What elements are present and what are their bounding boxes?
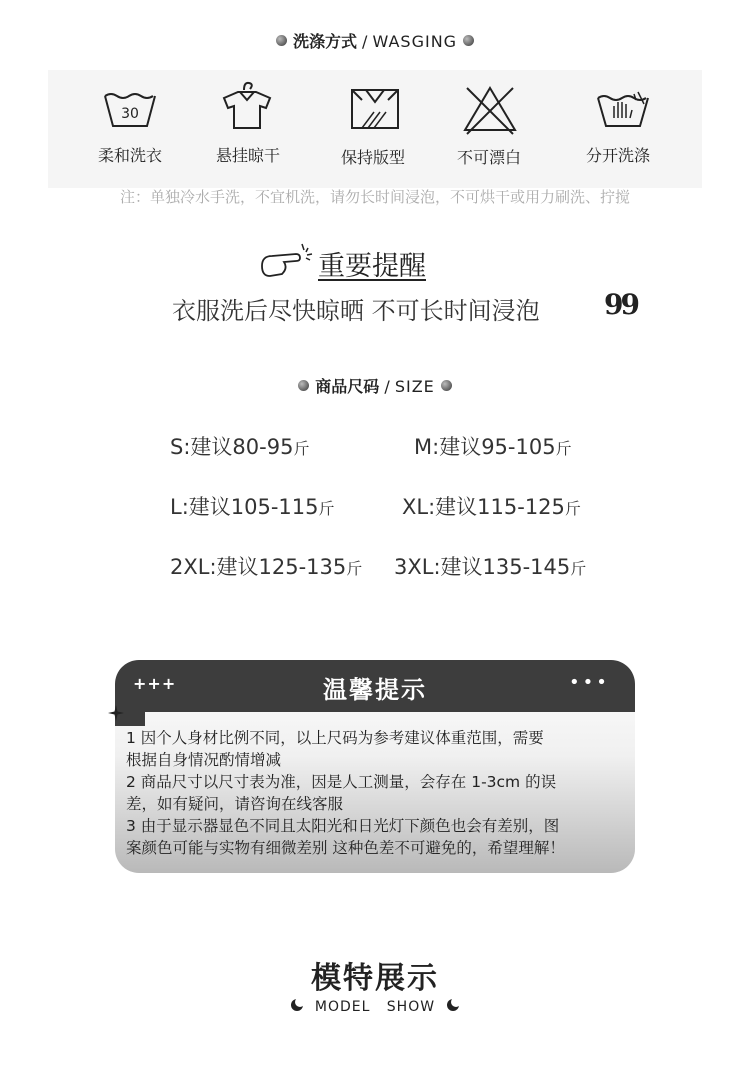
model-sub-left: MODEL xyxy=(314,999,371,1015)
wash-label-no-bleach: 不可漂白 xyxy=(456,148,521,167)
wash-label-separate: 分开洗涤 xyxy=(585,146,650,165)
moon-icon xyxy=(447,999,459,1011)
bullet-icon xyxy=(463,35,474,46)
washing-title-en: WASGING xyxy=(372,32,458,51)
tip-line: 根据自身情况酌情增减 xyxy=(126,751,282,769)
moon-icon xyxy=(291,999,303,1011)
wash-label-gentle: 柔和洗衣 xyxy=(97,146,162,165)
hang-dry-shirt-icon xyxy=(218,80,276,132)
no-bleach-icon xyxy=(461,84,519,136)
model-sub-right: SHOW xyxy=(386,999,436,1015)
bullet-icon xyxy=(441,380,452,391)
pointing-hand-icon xyxy=(258,240,316,280)
size-3xl: 3XL:建议135-145斤 xyxy=(394,555,587,579)
wash-label-hang-dry: 悬挂晾干 xyxy=(215,146,280,165)
tip-line: 3 由于显示器显色不同且太阳光和日光灯下颜色也会有差别，图 xyxy=(126,817,560,835)
size-xl: XL:建议115-125斤 xyxy=(402,495,581,519)
size-m: M:建议95-105斤 xyxy=(414,435,572,459)
size-section-title xyxy=(0,374,750,397)
reminder-text: 衣服洗后尽快晾晒 不可长时间浸泡 xyxy=(172,297,540,325)
model-show-title: 模特展示 xyxy=(311,961,439,996)
wash-label-keep-shape: 保持版型 xyxy=(340,148,405,167)
bullet-icon xyxy=(298,380,309,391)
sparkle-icon xyxy=(108,705,124,721)
title-separator: / xyxy=(362,32,368,51)
wash-temp: 30 xyxy=(121,106,139,122)
plus-decoration: +++ xyxy=(133,674,177,693)
reminder-title: 重要提醒 xyxy=(318,251,426,282)
more-dots-icon: ••• xyxy=(569,672,610,693)
warm-tips-title: 温馨提示 xyxy=(323,676,427,704)
keep-shape-shirt-icon xyxy=(346,86,404,138)
washing-note: 注：单独冷水手洗，不宜机洗，请勿长时间浸泡，不可烘干或用力刷洗、拧搅 xyxy=(119,188,630,206)
warm-tips-box xyxy=(115,660,635,873)
size-l: L:建议105-115斤 xyxy=(170,495,335,519)
washing-section-title xyxy=(0,29,750,52)
wash-30-basin-icon xyxy=(101,86,159,138)
tip-line: 1 因个人身材比例不同，以上尺码为参考建议体重范围，需要 xyxy=(126,729,544,747)
size-title-cn: 商品尺码 xyxy=(315,377,380,396)
washing-title-cn: 洗涤方式 xyxy=(292,32,357,51)
size-2xl: 2XL:建议125-135斤 xyxy=(170,555,363,579)
hand-wash-separately-icon xyxy=(594,88,652,140)
tip-line: 差，如有疑问，请咨询在线客服 xyxy=(126,795,344,813)
quote-mark-icon: 99 xyxy=(604,288,637,321)
tip-line: 案颜色可能与实物有细微差别 这种色差不可避免的，希望理解！ xyxy=(126,839,565,857)
bullet-icon xyxy=(276,35,287,46)
size-s: S:建议80-95斤 xyxy=(170,435,310,459)
title-separator: / xyxy=(384,377,390,396)
model-show-subtitle xyxy=(0,999,750,1015)
size-title-en: SIZE xyxy=(394,377,435,396)
tip-line: 2 商品尺寸以尺寸表为准，因是人工测量，会存在 1-3cm 的误 xyxy=(126,773,557,791)
